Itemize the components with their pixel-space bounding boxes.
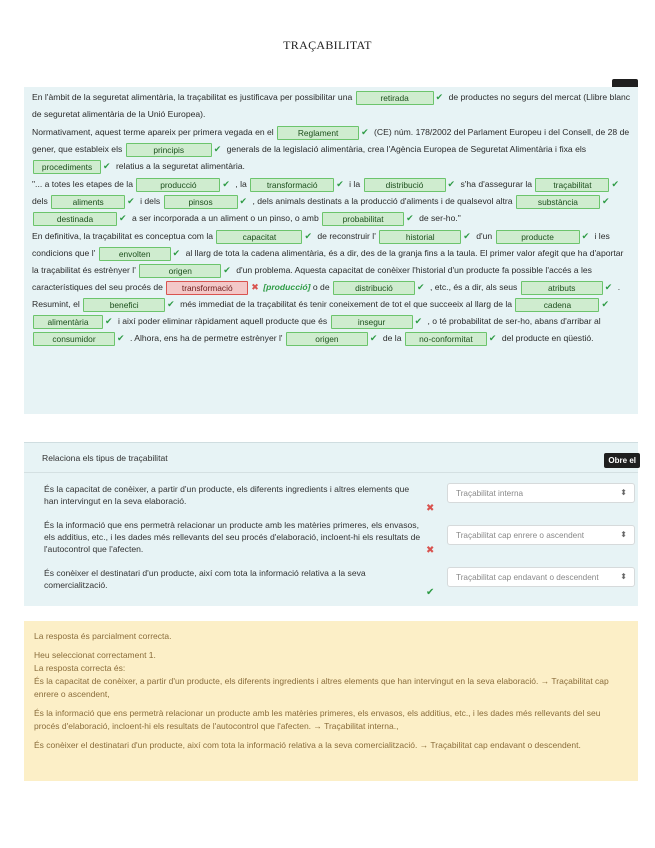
answer-field[interactable]: producció — [136, 178, 220, 192]
answer-field[interactable]: benefici — [83, 298, 165, 312]
match-select[interactable] — [447, 483, 635, 503]
cloze-paragraph-1 — [32, 89, 632, 123]
text: . Resumint, el — [32, 282, 621, 309]
check-icon: ✔ — [601, 196, 610, 206]
check-icon: ✔ — [406, 213, 414, 223]
chevron-updown-icon: ⬍ — [620, 530, 627, 539]
text: dels — [32, 196, 48, 206]
select-value: Traçabilitat cap enrere o ascendent — [456, 531, 585, 540]
check-icon: ✔ — [213, 144, 222, 154]
text: de ser-ho." — [419, 213, 461, 223]
check-icon: ✔ — [103, 161, 111, 171]
text: En l'àmbit de la seguretat alimentària, la traçabilitat es justificava per possibilitar una — [32, 92, 353, 102]
text: (CE) núm. 178/2002 del Parlament Europeu i del Consell, de 28 de gener, que estableix els — [32, 127, 630, 154]
check-icon: ✔ — [369, 333, 378, 343]
cross-icon: ✖ — [251, 282, 259, 292]
text: relatius a la seguretat alimentària. — [115, 161, 245, 171]
text: al llarg de tota la cadena alimentària, és a dir, des de la granja fins a la taula. El primer valor afegit que ha d'aportar la traçabilitat és estrènyer l' — [32, 248, 624, 275]
text: i així poder eliminar ràpidament aquell producte que és — [117, 316, 328, 326]
text: o de — [312, 282, 330, 292]
check-icon: ✔ — [304, 231, 312, 241]
select-value: Traçabilitat interna — [456, 489, 524, 498]
open-button[interactable]: Obre el — [604, 453, 640, 468]
text: de productes no segurs del mercat (Llibre blanc de seguretat alimentària de la Unió Europea). — [32, 92, 631, 119]
feedback-item: És la capacitat de conèixer, a partir d'un producte, els diferents ingredients i altres elements que han intervingut en la seva elaboració. → Traçabilitat cap enrere o ascendent, — [34, 676, 609, 699]
chevron-updown-icon: ⬍ — [620, 572, 627, 581]
text: i dels — [140, 196, 161, 206]
feedback-count: Heu seleccionat correctament 1. — [34, 650, 156, 660]
answer-field[interactable]: traçabilitat — [535, 178, 609, 192]
answer-field[interactable]: transformació — [250, 178, 334, 192]
answer-field[interactable]: historial — [379, 230, 461, 244]
match-statement: És la informació que ens permetrà relacionar un producte amb les matèries primeres, els envasos, els additius, etc., i les dades més rellevants del seu procés d'elaboració, incloent-hi els resultats de l'autocontrol que l'afecten. — [44, 520, 421, 554]
text: i la — [349, 179, 361, 189]
cloze-paragraph-2 — [32, 124, 632, 175]
chevron-updown-icon: ⬍ — [620, 488, 627, 497]
check-icon: ✔ — [117, 333, 125, 343]
answer-field[interactable]: cadena — [515, 298, 599, 312]
answer-field[interactable]: atributs — [521, 281, 603, 295]
matching-header: Relaciona els tipus de traçabilitat — [24, 443, 638, 473]
feedback-panel — [24, 621, 638, 781]
cloze-question-panel — [24, 87, 638, 414]
check-icon: ✔ — [463, 231, 471, 241]
check-icon: ✔ — [581, 231, 590, 241]
check-icon: ✔ — [447, 179, 456, 189]
text: més immediat de la traçabilitat és tenir coneixement de tot el que succeeix al llarg de la — [180, 299, 513, 309]
check-icon: ✔ — [488, 333, 497, 343]
text: s'ha d'assegurar la — [460, 179, 533, 189]
text: "... a totes les etapes de la — [32, 179, 133, 189]
feedback-item: És conèixer el destinatari d'un producte, així com tota la informació relativa a la seva comercialització. → Traçabilitat cap endavant o descendent. — [34, 740, 581, 750]
text: , o té probabilitat de ser-ho, abans d'arribar al — [427, 316, 601, 326]
check-icon: ✔ — [611, 179, 619, 189]
answer-field[interactable]: envolten — [99, 247, 171, 261]
text: a ser incorporada a un aliment o un pinso, o amb — [131, 213, 319, 223]
match-select[interactable] — [447, 567, 635, 587]
answer-field[interactable]: alimentària — [33, 315, 103, 329]
check-icon: ✔ — [336, 179, 344, 189]
text: d'un problema. Aquesta capacitat de conèixer l'historial d'un producte fa possible l'accés a les característiques del seu procés de — [32, 265, 592, 292]
text: . Alhora, ens ha de permetre estrènyer l' — [129, 333, 283, 343]
answer-field[interactable]: pinsos — [164, 195, 238, 209]
check-icon: ✔ — [435, 92, 444, 102]
answer-field[interactable]: no-conformitat — [405, 332, 487, 346]
text: de la — [382, 333, 402, 343]
check-icon: ✔ — [414, 316, 423, 326]
check-icon: ✔ — [417, 282, 425, 292]
answer-field[interactable]: origen — [286, 332, 368, 346]
matching-question-panel — [24, 442, 638, 606]
check-icon: ✔ — [426, 587, 435, 598]
select-value: Traçabilitat cap endavant o descendent — [456, 573, 599, 582]
check-icon: ✔ — [604, 282, 613, 292]
answer-field[interactable]: procediments — [33, 160, 101, 174]
answer-field[interactable]: consumidor — [33, 332, 115, 346]
answer-field[interactable]: distribució — [364, 178, 446, 192]
text: , etc., és a dir, als seus — [429, 282, 518, 292]
answer-field[interactable]: producte — [496, 230, 580, 244]
answer-field[interactable]: distribució — [333, 281, 415, 295]
check-icon: ✔ — [119, 213, 127, 223]
check-icon: ✔ — [172, 248, 181, 258]
text: i les condicions que l' — [32, 231, 610, 258]
cross-icon: ✖ — [426, 503, 435, 514]
text: , la — [235, 179, 247, 189]
answer-field[interactable]: capacitat — [216, 230, 302, 244]
match-select[interactable] — [447, 525, 635, 545]
answer-field[interactable]: origen — [139, 264, 221, 278]
answer-field[interactable]: destinada — [33, 212, 117, 226]
answer-field[interactable]: Reglament — [277, 126, 359, 140]
check-icon: ✔ — [127, 196, 135, 206]
answer-field[interactable]: principis — [126, 143, 212, 157]
answer-field-wrong[interactable]: transformació — [166, 281, 248, 295]
feedback-item: És la informació que ens permetrà relacionar un producte amb les matèries primeres, els envasos, els additius, etc., i les dades més rellevants del seu procés d'elaboració, incloent-hi els resultats de l'autocontrol que l'afecten. → Traçabilitat interna., — [34, 708, 601, 731]
text: d'un — [476, 231, 493, 241]
correct-answer-hint: [producció] — [263, 282, 311, 292]
check-icon: ✔ — [167, 299, 175, 309]
check-icon: ✔ — [361, 127, 369, 137]
cross-icon: ✖ — [426, 545, 435, 556]
text: , dels animals destinats a la producció d'aliments i de qualsevol altra — [252, 196, 513, 206]
text: generals de la legislació alimentària, crea l'Agència Europea de Seguretat Alimentària i fixa els — [226, 144, 587, 154]
answer-field[interactable]: aliments — [51, 195, 125, 209]
check-icon: ✔ — [105, 316, 113, 326]
page-title: TRAÇABILITAT — [283, 38, 372, 52]
text: del producte en qüestió. — [501, 333, 594, 343]
answer-field[interactable]: retirada — [356, 91, 434, 105]
cloze-paragraph-4 — [32, 228, 632, 347]
match-statement: És conèixer el destinatari d'un producte, així com tota la informació relativa a la seva comercialització. — [44, 568, 366, 590]
feedback-summary: La resposta és parcialment correcta. — [34, 631, 172, 641]
answer-field[interactable]: insegur — [331, 315, 413, 329]
check-icon: ✔ — [601, 299, 610, 309]
text: En definitiva, la traçabilitat es conceptua com la — [32, 231, 214, 241]
text: de reconstruir l' — [317, 231, 376, 241]
check-icon: ✔ — [239, 196, 248, 206]
answer-field[interactable]: probabilitat — [322, 212, 404, 226]
answer-field[interactable]: substància — [516, 195, 600, 209]
check-icon: ✔ — [223, 265, 231, 275]
text: Normativament, aquest terme apareix per primera vegada en el — [32, 127, 274, 137]
check-icon: ✔ — [222, 179, 230, 189]
match-statement: És la capacitat de conèixer, a partir d'un producte, els diferents ingredients i altres elements que han intervingut en la seva elaboració. — [44, 484, 410, 506]
cloze-paragraph-3 — [32, 176, 632, 227]
feedback-correct-heading: La resposta correcta és: — [34, 663, 126, 673]
